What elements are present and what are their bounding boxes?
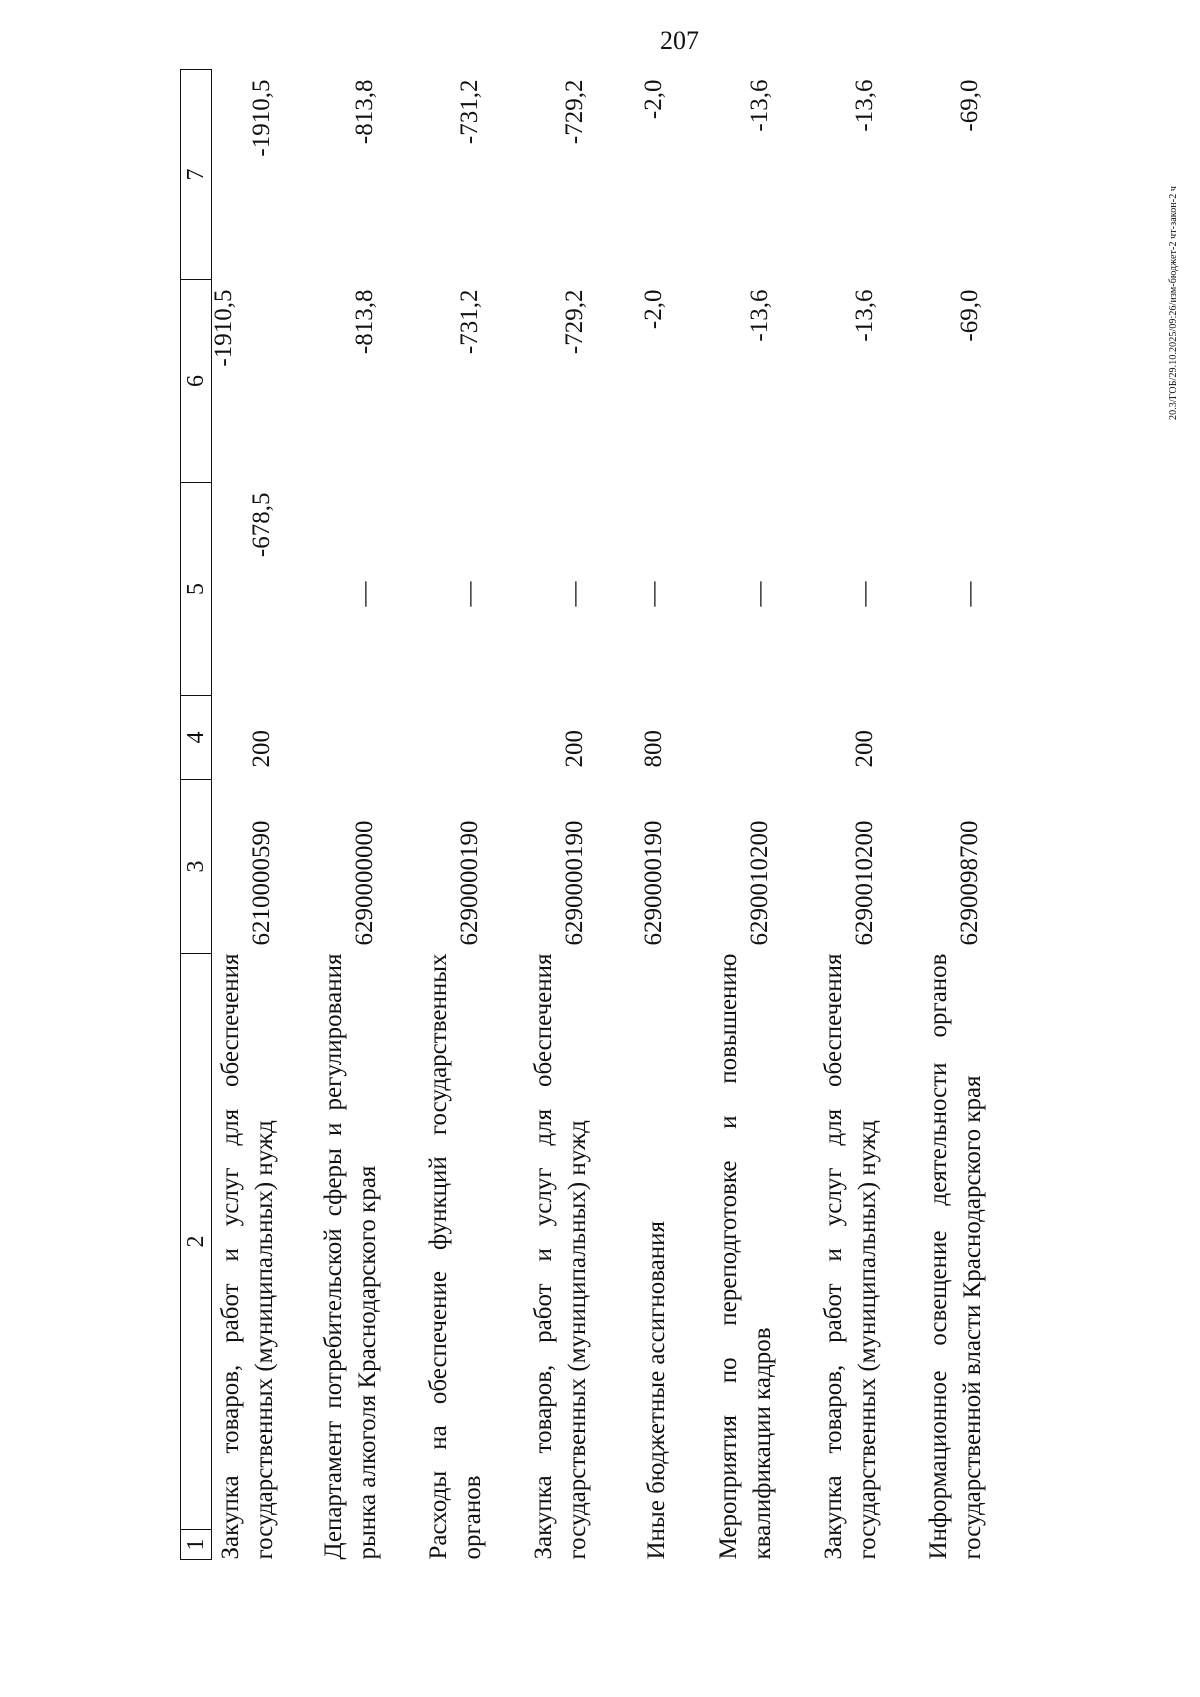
row-name: Информационное освещение деятельности органов государственной власти Краснодарского края [924,953,986,1560]
row-name: Иные бюджетные ассигнования [642,1220,670,1560]
row-type-value [920,696,956,768]
row-col5-value: — [955,581,983,607]
row-code-value: 6290098700 [955,820,983,946]
row-col7 [525,70,630,280]
row-col7 [630,70,710,280]
column-header-1: 1 [181,1530,212,1560]
row-type [630,696,710,780]
table-header-row [181,70,212,1560]
row-col7-value: -729,2 [560,79,588,145]
row-col6 [815,280,920,483]
column-header-3: 3 [181,780,212,954]
row-col5 [212,483,315,696]
row-code [420,780,525,954]
row-code-value: 6290010200 [850,820,878,946]
row-col7 [420,70,525,280]
row-col7-value: -69,0 [955,79,983,132]
row-col7 [710,70,815,280]
row-name: Закупка товаров, работ и услуг для обеспечения государственных (муниципальных) нужд [217,953,278,1560]
row-col6 [212,280,315,483]
row-type-value: 200 [850,730,878,768]
row-col7-value: -813,8 [350,79,378,145]
row-type-value: 200 [248,730,275,768]
row-type-value: 800 [639,730,667,768]
row-col7 [815,70,920,280]
row-type [710,696,815,780]
row-type [212,696,315,780]
table-row [420,70,525,1560]
row-col7-value: -13,6 [745,79,773,132]
row-col6 [630,280,710,483]
row-name: Закупка товаров, работ и услуг для обеспечения государственных (муниципальных) нужд [529,953,591,1560]
table-row [212,70,315,1560]
row-col5-value: -678,5 [248,492,275,558]
row-code-value: 6290000190 [639,820,667,946]
row-col7-value: -1910,5 [248,79,275,157]
column-header-6: 6 [181,280,212,483]
row-name: Закупка товаров, работ и услуг для обеспечения государственных (муниципальных) нужд [819,953,881,1560]
row-name: Департамент потребительской сферы и регулирования рынка алкоголя Краснодарского края [319,953,381,1560]
row-col6 [920,280,1025,483]
row-code-value: 6290010200 [745,820,773,946]
column-header-2: 2 [181,954,212,1530]
row-code [630,780,710,954]
row-col7-value: -731,2 [455,79,483,145]
budget-table [180,69,1025,1560]
row-col5-value: — [455,581,483,607]
row-type [920,696,1025,780]
row-code [525,780,630,954]
row-type [815,696,920,780]
column-header-5: 5 [181,483,212,696]
row-col5 [815,483,920,696]
row-col6-value: -13,6 [850,289,878,342]
row-col5 [630,483,710,696]
row-col5-value: — [850,581,878,607]
row-code [710,780,815,954]
table-row [630,70,710,1560]
row-col5 [710,483,815,696]
row-col6-value: -2,0 [639,289,667,330]
row-code [815,780,920,954]
row-col6-value: -1910,5 [210,289,237,367]
row-col6-value: -69,0 [955,289,983,342]
row-type-value [315,696,351,768]
row-col5 [315,483,420,696]
table-row [525,70,630,1560]
row-name: Мероприятия по переподготовке и повышению квалификации кадров [714,953,776,1560]
row-col6 [420,280,525,483]
column-header-7: 7 [181,70,212,280]
row-type-value [420,696,456,768]
row-code-value: 6290000190 [560,820,588,946]
row-col5 [525,483,630,696]
row-type [315,696,420,780]
table-row [710,70,815,1560]
row-code [315,780,420,954]
table-row [920,70,1025,1560]
row-col7 [920,70,1025,280]
row-col6 [525,280,630,483]
row-col7-value: -13,6 [850,79,878,132]
row-code-value: 6290000000 [350,820,378,946]
row-col5-value: — [560,581,588,607]
row-type-value: 200 [560,730,588,768]
row-name: Расходы на обеспечение функций государственных органов [424,953,486,1560]
row-code [920,780,1025,954]
row-code [212,780,315,954]
row-col7 [315,70,420,280]
row-col5-value: — [745,581,773,607]
document-footer-code: 20.3/ГОБ/29.10.2025/09:26/изм-бюджет-2 чт-закон-2 ч [1168,185,1179,420]
row-col5 [920,483,1025,696]
row-col7 [212,70,315,280]
row-col7-value: -2,0 [639,79,667,120]
table-row [815,70,920,1560]
page-number: 207 [660,26,699,55]
row-col5-value: — [639,581,667,607]
row-col6-value: -729,2 [560,289,588,355]
row-type [420,696,525,780]
row-code-value: 6290000190 [455,820,483,946]
row-type [525,696,630,780]
row-col6 [710,280,815,483]
row-col6-value: -813,8 [350,289,378,355]
budget-table-rotated [180,70,1070,1560]
row-col5 [420,483,525,696]
row-col6-value: -13,6 [745,289,773,342]
row-col5-value: — [350,581,378,607]
column-header-4: 4 [181,696,212,780]
row-col6 [315,280,420,483]
row-type-value [710,696,746,768]
row-col6-value: -731,2 [455,289,483,355]
table-row [315,70,420,1560]
row-code-value: 6210000590 [248,820,275,946]
